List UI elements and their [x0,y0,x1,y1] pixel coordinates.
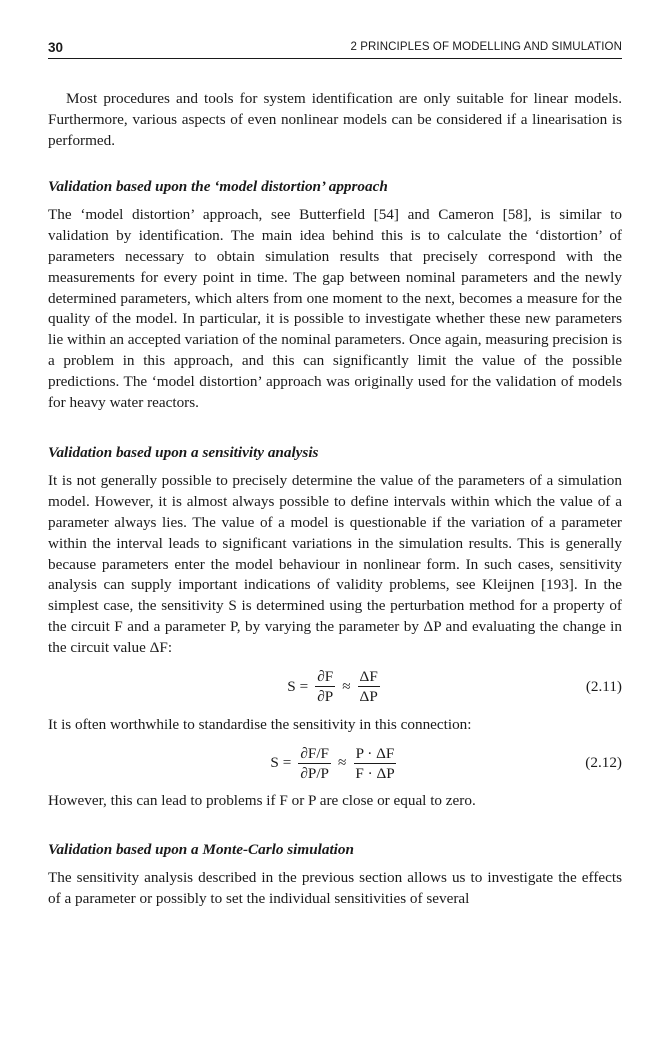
fraction-numerator: ∂F/F [300,744,329,762]
fraction-numerator: ΔF [359,668,378,686]
fraction-partial [315,668,335,705]
equation-2-12 [48,735,622,791]
approx-sign: ≈ [342,677,351,695]
equation-number: (2.12) [585,754,622,772]
equation-lhs: S [270,754,279,772]
page-number: 30 [48,40,64,55]
page-body [48,89,622,910]
fraction-numerator: P · ΔF [355,744,395,762]
fraction-denominator: ∂P/P [300,764,329,782]
approx-sign: ≈ [338,754,347,772]
paragraph-monte-carlo: The sensitivity analysis described in the previous section allows us to investigate the effects of a parameter or possibly to set the individual sensitivities of several [48,869,622,907]
equation-2-11 [48,659,622,715]
running-head: 2 PRINCIPLES OF MODELLING AND SIMULATION [350,41,622,53]
fraction-denominator: F · ΔP [355,764,395,782]
fraction-denominator: ΔP [359,688,378,706]
page-header [48,38,622,59]
fraction-denominator: ∂P [317,688,334,706]
fraction-delta-relative [353,745,396,782]
intro-paragraph: Most procedures and tools for system identification are only suitable for linear models. Furthermore, various aspects of even nonlinear models can be considered if a linearisation is performed. [48,90,622,149]
paragraph-model-distortion: The ‘model distortion’ approach, see Butterfield [54] and Cameron [58], is similar to validation by identification. The main idea behind this is to calculate the ‘distortion’ of parameters necessary to obtain simulation results that precisely correspond with the measurements for every point in time. The gap between nominal parameters and the newly determined parameters, which alters from one moment to the next, becomes a measure for the quality of the model. In particular, it is possible to investigate whether these new parameters lie within an accepted variation of the nominal parameters. Once again, measuring precision is a problem in this approach, and this can significantly limit the value of the possible predictions. The ‘model distortion’ approach was originally used for the validation of models for heavy water reactors. [48,206,622,411]
fraction-numerator: ∂F [317,668,334,686]
paragraph-sensitivity: It is not generally possible to precisely determine the value of the parameters of a simulation model. However, it is almost always possible to define intervals within which the value of a parameter always lies. The value of a model is questionable if the variation of a parameter within the interval leads to significant variations in the simulation results. This is generally because parameters enter the model behaviour in nonlinear form. In such cases, sensitivity analysis can supply important indications of validity problems, see Kleijnen [193]. In the simplest case, the sensitivity S is determined using the perturbation method for a property of the circuit F and a parameter P, by varying the parameter by ΔP and evaluating the change in the circuit value ΔF: [48,472,622,656]
fraction-delta [358,668,380,705]
section-heading-monte-carlo: Validation based upon a Monte-Carlo simulation [48,841,354,859]
equation-number: (2.11) [585,677,622,695]
equation-lhs: S [287,677,296,695]
zero-warning-text: However, this can lead to problems if F or P are close or equal to zero. [48,792,476,810]
section-heading-model-distortion: Validation based upon the ‘model distortion’ approach [48,178,388,196]
fraction-partial-relative [298,745,331,782]
equals-sign: = [282,754,292,772]
equals-sign: = [299,677,309,695]
standardise-text: It is often worthwhile to standardise the sensitivity in this connection: [48,715,472,733]
section-heading-sensitivity: Validation based upon a sensitivity analysis [48,444,319,462]
